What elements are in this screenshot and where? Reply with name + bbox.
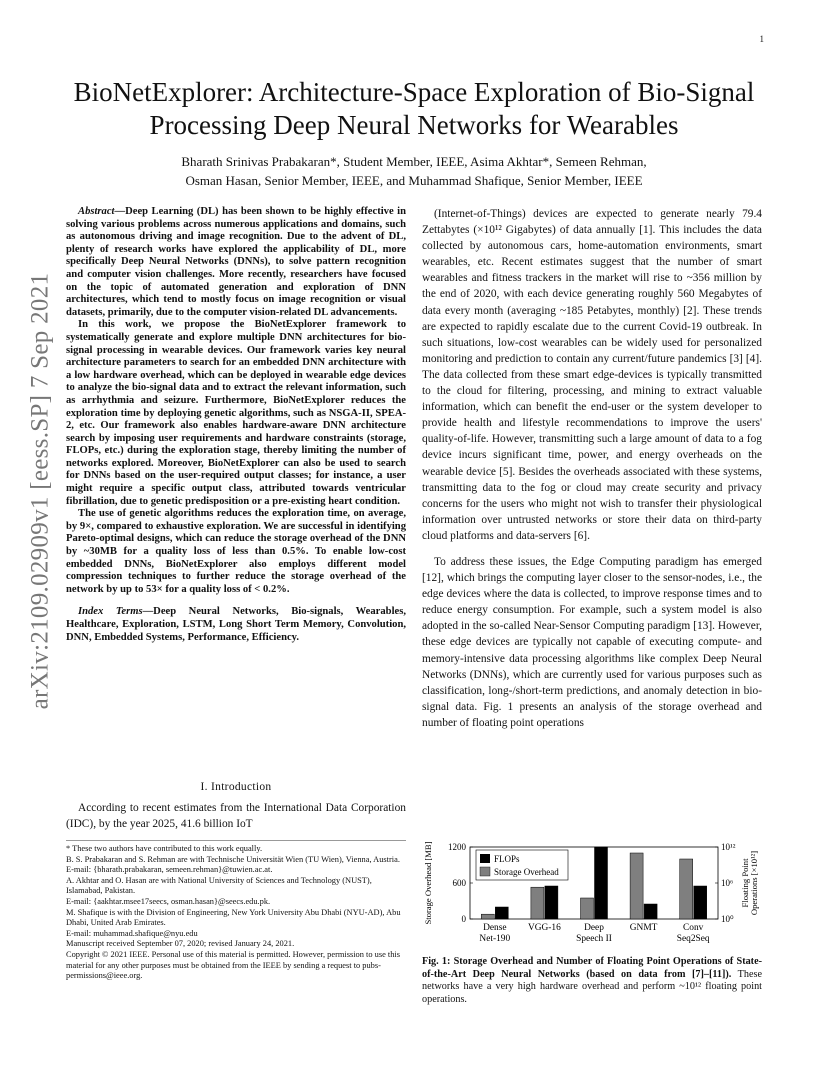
right-tick-label: 10¹² bbox=[721, 842, 736, 852]
bar-flops bbox=[644, 904, 657, 919]
footnote: A. Akhtar and O. Hasan are with National University of Sciences and Technology (NUST), Islamabad, Pakistan. bbox=[66, 875, 372, 896]
legend-label-storage: Storage Overhead bbox=[494, 867, 559, 877]
index-terms-text: —Deep Neural Networks, Bio-signals, Wearables, Healthcare, Exploration, LSTM, Long Short Term Memory, Convolution, DNN, Embedded Systems, Performance, Efficiency. bbox=[66, 606, 406, 643]
arxiv-stamp bbox=[20, 272, 60, 710]
caption-lead: Fig. 1: Storage Overhead and Number of Floating Point Operations of State-of-the-Art Deep Neural Networks (based on data from [7]–[11]). bbox=[422, 956, 762, 980]
left-tick-label: 600 bbox=[452, 878, 466, 888]
footnote: E-mail: {bharath.prabakaran, semeen.rehman}@tuwien.ac.at. bbox=[66, 865, 273, 875]
figure-1-chart bbox=[422, 840, 762, 950]
page-number: 1 bbox=[759, 34, 764, 44]
category-label: Conv bbox=[683, 923, 704, 933]
left-column bbox=[66, 206, 406, 644]
bar-storage-overhead bbox=[680, 859, 693, 919]
bar-storage-overhead bbox=[581, 898, 594, 919]
arxiv-stamp-text: arXiv:2109.02909v1 [eess.SP] 7 Sep 2021 bbox=[26, 272, 53, 710]
abstract-text-1: —Deep Learning (DL) has been shown to be highly effective in solving various problems across numerous applications and domains, such as autonomous driving and image recognition. Due to the advent of DL, plenty of research works have explored the applicability of DL, more specifically Deep Neural Networks (DNNs), to solve pattern recognition and computer vision challenges. More recently, researchers have focused on the topic of automated generation and exploration of DNN architectures, which tend to mostly focus on image recognition or visual datasets, primarily, due to the computer vision-related DL advancements. bbox=[66, 206, 406, 318]
category-label: Net-190 bbox=[479, 934, 511, 944]
right-axis-label-line-1: Floating Point bbox=[740, 858, 750, 908]
right-paragraph-1: (Internet-of-Things) devices are expected to generate nearly 79.4 Zettabytes (×10¹² Gigabytes) of data annually [1]. This includes the data collected by autonomous cars, home-automation environments, smart wearables, etc. Recent estimates suggest that the number of smart wearables and fitness trackers in the market will rise to ~356 million by the end of 2020, with each device generating roughly 560 Megabytes of data every month (averaging ~185 Petabytes, monthly) [2]. These trends are expected to rapidly escalate due to the current Covid-19 outbreak. In such situations, low-cost wearables can be widely used for personalized monitoring and prediction to contain any current/future pandemics [3] [4]. The data collected from these smart edge-devices is typically transmitted to the cloud for filtering, processing, and mining to extract valuable information, which can benefit the end-user or the system developer to provide health and lifestyle recommendations to improve the users' quality-of-life. However, transmitting such a large amount of data to a fog device incurs significant time, power, and energy overheads on the wearable device [5]. Besides the overheads associated with these systems, transmitting data to the fog or cloud may create security and privacy concerns for the users who might not wish to transfer their physiological information over untrusted networks or store their data on third-party cloud platforms and data-servers [6]. bbox=[422, 208, 762, 542]
footnote: B. S. Prabakaran and S. Rehman are with Technische Universität Wien (TU Wien), Vienna, Austria. bbox=[66, 854, 400, 864]
bar-storage-overhead bbox=[481, 914, 494, 919]
bar-storage-overhead bbox=[531, 887, 544, 919]
figure-caption bbox=[422, 956, 762, 1006]
intro-paragraph: According to recent estimates from the International Data Corporation (IDC), by the year 2025, 41.6 billion IoT bbox=[66, 802, 406, 830]
category-label: Speech II bbox=[576, 934, 612, 944]
right-tick-label: 10⁰ bbox=[721, 914, 734, 924]
footnote: Copyright © 2021 IEEE. Personal use of this material is permitted. However, permission to use this material for any other purposes must be obtained from the IEEE by sending a request to pubs-permissions@ieee.org. bbox=[66, 949, 400, 981]
footnote: E-mail: {aakhtar.msee17seecs, osman.hasan}@seecs.edu.pk. bbox=[66, 896, 271, 906]
bar-storage-overhead bbox=[630, 853, 643, 919]
abstract-lead: Abstract bbox=[78, 206, 115, 217]
footnotes bbox=[66, 840, 406, 982]
legend-swatch-flops bbox=[480, 854, 490, 863]
right-tick-label: 10⁶ bbox=[721, 878, 734, 888]
index-terms-lead: Index Terms bbox=[78, 606, 143, 618]
abstract-p3: The use of genetic algorithms reduces the exploration time, on average, by 9×, compared to exhaustive exploration. We are successful in identifying Pareto-optimal designs, which can reduce the storage overhead of the DNN by ~30MB for a quality loss of less than 0.5%. To enable low-cost embedded DNNs, BioNetExplorer also employs different model compression techniques to further reduce the storage overhead of the network by up to 53× for a quality loss of < 0.2%. bbox=[66, 508, 406, 595]
caption-rest: These networks have a very high hardware overhead and perform ~10¹² floating point operations. bbox=[422, 968, 763, 1005]
footnote: M. Shafique is with the Division of Engineering, New York University Abu Dhabi (NYU-AD), Abu Dhabi, United Arab Emirates. bbox=[66, 907, 401, 928]
paper-title: BioNetExplorer: Architecture-Space Exploration of Bio-Signal Processing Deep Neural Networks for Wearables bbox=[73, 77, 755, 140]
left-axis-label: Storage Overhead [MB] bbox=[423, 841, 433, 925]
footnote: * These two authors have contributed to this work equally. bbox=[66, 844, 263, 853]
footnote: E-mail: muhammad.shafique@nyu.edu bbox=[66, 928, 198, 938]
index-terms bbox=[66, 606, 406, 644]
bar-flops bbox=[694, 886, 707, 919]
right-column bbox=[422, 206, 762, 731]
category-label: VGG-16 bbox=[527, 923, 561, 933]
authors bbox=[60, 152, 768, 190]
bar-flops bbox=[545, 886, 558, 919]
bar-flops bbox=[595, 847, 608, 919]
authors-line-2: Osman Hasan, Senior Member, IEEE, and Muhammad Shafique, Senior Member, IEEE bbox=[185, 173, 643, 188]
footnote: Manuscript received September 07, 2020; revised January 24, 2021. bbox=[66, 939, 295, 949]
category-label: Dense bbox=[483, 923, 507, 933]
category-label: Deep bbox=[584, 923, 604, 933]
abstract-p2: In this work, we propose the BioNetExplorer framework to systematically generate and explore multiple DNN architectures for bio-signal processing in wearable devices. Our framework varies key neural architecture parameters to search for an embedded DNN architecture with a low hardware overhead, which can be deployed in wearable edge devices to analyze the bio-signal data and to extract the relevant information, such as arrhythmia and seizure. Furthermore, BioNetExplorer reduces the exploration time by deploying genetic algorithms, such as NSGA-II, SPEA-2, etc. Our framework also enables hardware-aware DNN architecture search by imposing user requirements and hardware constraints (storage, FLOPs, etc.) during the exploration stage, thereby limiting the number of networks explored. Moreover, BioNetExplorer can also be used to search for DNNs based on the user-required output classes; for instance, a user might require a specific output class, attributed towards ventricular fibrillation, due to genetic predisposition or a pre-existing heart condition. bbox=[66, 319, 406, 507]
legend-swatch-storage bbox=[480, 867, 490, 876]
category-label: GNMT bbox=[629, 923, 658, 933]
authors-line-1: Bharath Srinivas Prabakaran*, Student Member, IEEE, Asima Akhtar*, Semeen Rehman, bbox=[181, 154, 647, 169]
section-heading-introduction: I. Introduction bbox=[200, 781, 272, 793]
category-label: Seq2Seq bbox=[676, 934, 710, 944]
left-tick-label: 0 bbox=[461, 914, 466, 924]
right-paragraph-2: To address these issues, the Edge Computing paradigm has emerged [12], which brings the computing layer closer to the sensor-nodes, i.e., the edge devices where the data is collected, to improve response times and to reduce energy consumption. For example, such a system model is also adopted in the so-called Near-Sensor Computing paradigm [13]. However, these edge devices are typically not capable of executing compute- and memory-intensive data processing algorithms like complex Deep Neural Networks (DNNs), which are currently used for various purposes such as classification, long-/short-term predictions, and anomaly detection in bio-signal data. Fig. 1 presents an analysis of the storage overhead and number of floating point operations bbox=[422, 555, 762, 729]
left-tick-label: 1200 bbox=[448, 842, 466, 852]
legend-label-flops: FLOPs bbox=[494, 854, 520, 864]
abstract-p1 bbox=[66, 206, 406, 319]
bar-flops bbox=[495, 907, 508, 919]
right-axis-label-line-2: Operations [×10¹²] bbox=[749, 850, 759, 916]
